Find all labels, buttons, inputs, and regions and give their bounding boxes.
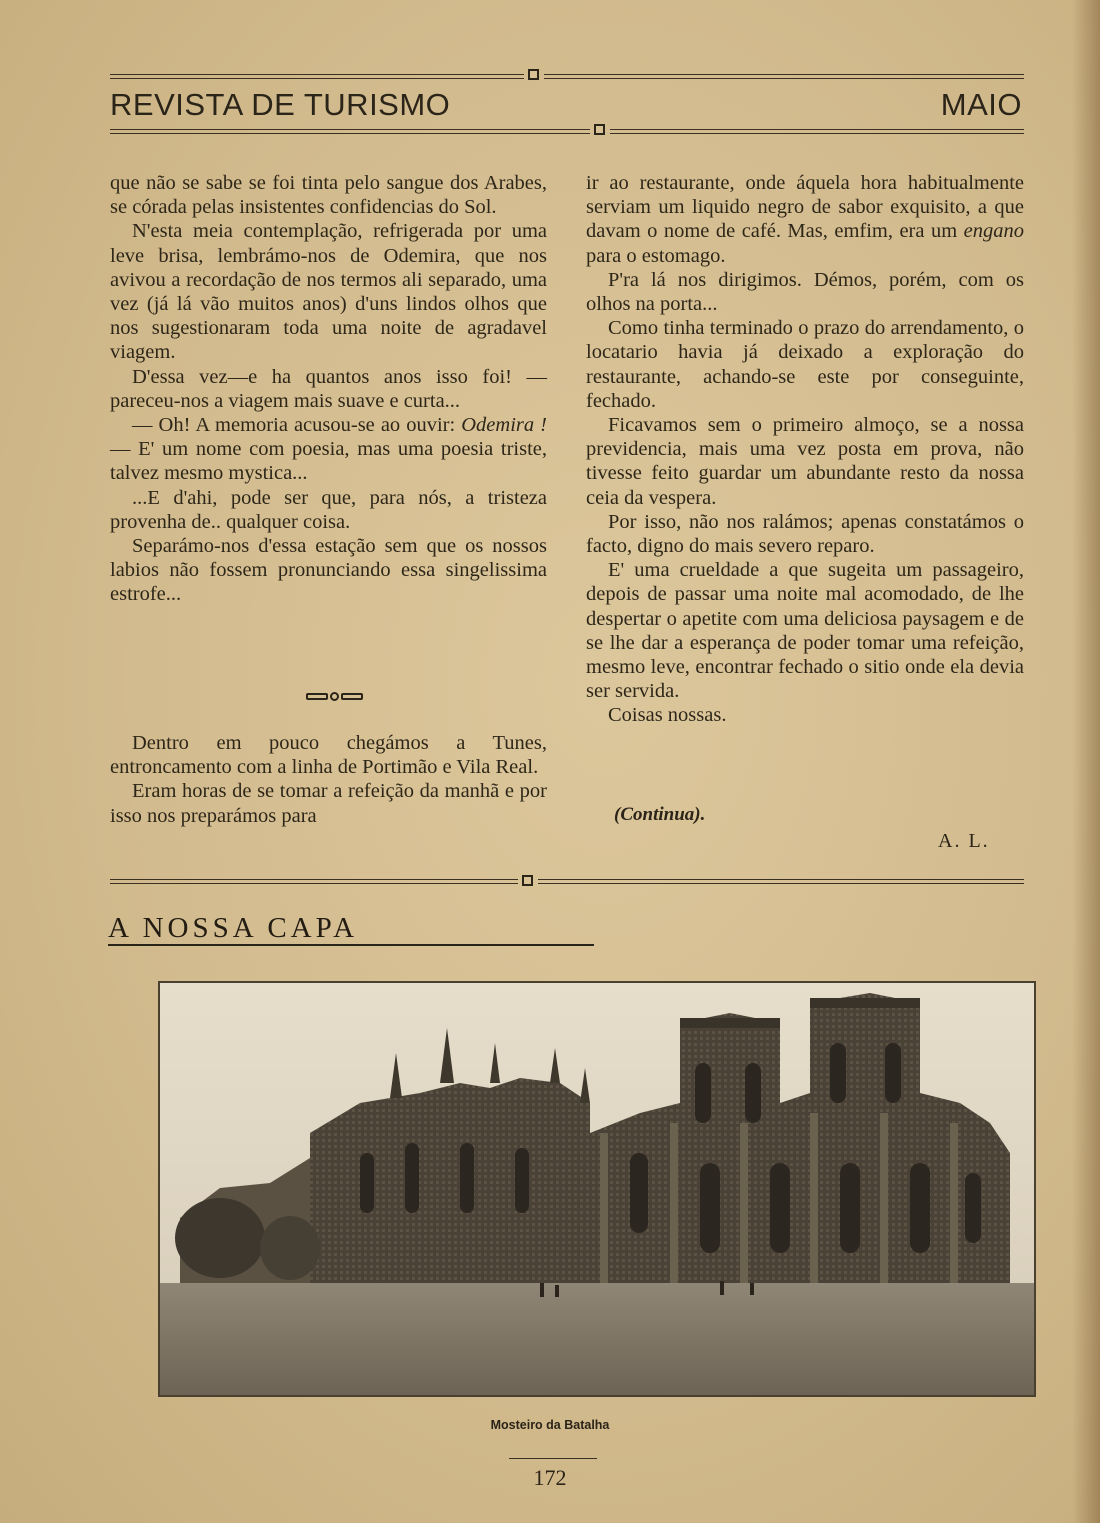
paragraph: que não se sabe se foi tinta pelo sangue dos Arabes, se córada pelas insistentes confidencias do Sol. bbox=[110, 172, 547, 219]
header-bottom-rule-left-2 bbox=[110, 133, 590, 134]
paragraph: D'essa vez—e ha quantos anos isso foi! — pareceu-nos a viagem mais suave e curta... bbox=[110, 365, 547, 412]
header-top-rule-left-2 bbox=[110, 78, 524, 79]
paragraph: Ficavamos sem o primeiro almoço, se a nossa previdencia, mais uma vez posta em prova, não tivesse feito guardar um abundante resto da nossa ceia da vespera. bbox=[586, 414, 1024, 509]
page-edge-shadow bbox=[1072, 0, 1100, 1523]
article-left-column-continued bbox=[110, 731, 547, 828]
section-break-ornament bbox=[298, 690, 370, 702]
paragraph-text: ir ao restaurante, onde áquela hora habitualmente serviam um liquido negro de sabor exquisito, a que davam o nome de café. Mas, emfim, era um bbox=[586, 172, 1024, 243]
issue-month: MAIO bbox=[940, 87, 1022, 122]
paragraph bbox=[586, 171, 1024, 268]
section-title-underline bbox=[108, 944, 594, 946]
section-divider-ornament bbox=[522, 875, 533, 886]
page-number: 172 bbox=[533, 1465, 567, 1490]
header-bottom-rule-left bbox=[110, 129, 590, 130]
section-divider-rule-left bbox=[110, 879, 518, 880]
paragraph: N'esta meia contemplação, refrigerada por uma leve brisa, lembrámo-nos de Odemira, que nos avivou a recordação de nos termos ali separado, uma vez (já lá vão muitos anos) d'uns lindos olhos que nos sugestionaram toda uma noite de agradavel viagem. bbox=[110, 220, 547, 364]
paragraph: Eram horas de se tomar a refeição da manhã e por isso nos preparámos para bbox=[110, 780, 547, 827]
paragraph-emphasis: engano bbox=[963, 220, 1024, 243]
section-divider-rule-right-2 bbox=[538, 883, 1024, 884]
header-bottom-ornament bbox=[594, 124, 605, 135]
article-left-column bbox=[110, 171, 547, 607]
paragraph-text: — E' um nome com poesia, mas uma poesia triste, talvez mesmo mystica... bbox=[110, 438, 547, 485]
ornament-bar bbox=[341, 693, 363, 700]
paragraph: Como tinha terminado o prazo do arrendamento, o locatario havia já deixado a exploração do restaurante, achando-se este por conseguinte, fechado. bbox=[586, 317, 1024, 412]
continued-note: (Continua). bbox=[614, 804, 706, 825]
cover-photo-monastery bbox=[158, 981, 1036, 1397]
monastery-illustration bbox=[160, 983, 1034, 1395]
paragraph: E' uma crueldade a que sugeita um passageiro, depois de passar uma noite mal acomodado, de lhe despertar o apetite com uma deliciosa paysagem e de se lhe dar a esperança de poder tomar uma refeição, mesmo leve, encontrar fechado o sitio onde ela devia ser servida. bbox=[586, 559, 1024, 703]
header-top-rule-right bbox=[544, 74, 1024, 75]
magazine-title: REVISTA DE TURISMO bbox=[110, 87, 451, 122]
ornament-bar bbox=[306, 693, 328, 700]
paragraph-text: para o estomago. bbox=[586, 244, 726, 267]
ornament-dot bbox=[330, 692, 339, 701]
section-title: A NOSSA CAPA bbox=[108, 912, 359, 944]
paragraph: Separámo-nos d'essa estação sem que os nossos labios não fossem pronunciando essa singelissima estrofe... bbox=[110, 535, 547, 606]
section-divider-rule-right bbox=[538, 879, 1024, 880]
header-top-ornament bbox=[528, 69, 539, 80]
section-divider-rule-left-2 bbox=[110, 883, 518, 884]
paragraph: P'ra lá nos dirigimos. Démos, porém, com os olhos na porta... bbox=[586, 268, 1024, 316]
paragraph-text: — Oh! A memoria acusou-se ao ouvir: bbox=[132, 414, 462, 437]
paragraph: Dentro em pouco chegámos a Tunes, entroncamento com a linha de Portimão e Vila Real. bbox=[110, 732, 547, 779]
paragraph bbox=[110, 413, 547, 486]
author-signature: A. L. bbox=[938, 830, 990, 852]
article-right-column bbox=[586, 171, 1024, 728]
page-number-rule bbox=[509, 1458, 597, 1459]
photo-caption: Mosteiro da Batalha bbox=[490, 1418, 610, 1432]
header-top-rule-left bbox=[110, 74, 524, 75]
paragraph: ...E d'ahi, pode ser que, para nós, a tristeza provenha de.. qualquer coisa. bbox=[110, 486, 547, 533]
paragraph: Coisas nossas. bbox=[608, 704, 727, 727]
header-bottom-rule-right-2 bbox=[610, 133, 1024, 134]
header-bottom-rule-right bbox=[610, 129, 1024, 130]
header-top-rule-right-2 bbox=[544, 78, 1024, 79]
paragraph-emphasis: Odemira ! bbox=[461, 414, 547, 437]
paragraph: Por isso, não nos ralámos; apenas constatámos o facto, digno do mais severo reparo. bbox=[586, 510, 1024, 558]
